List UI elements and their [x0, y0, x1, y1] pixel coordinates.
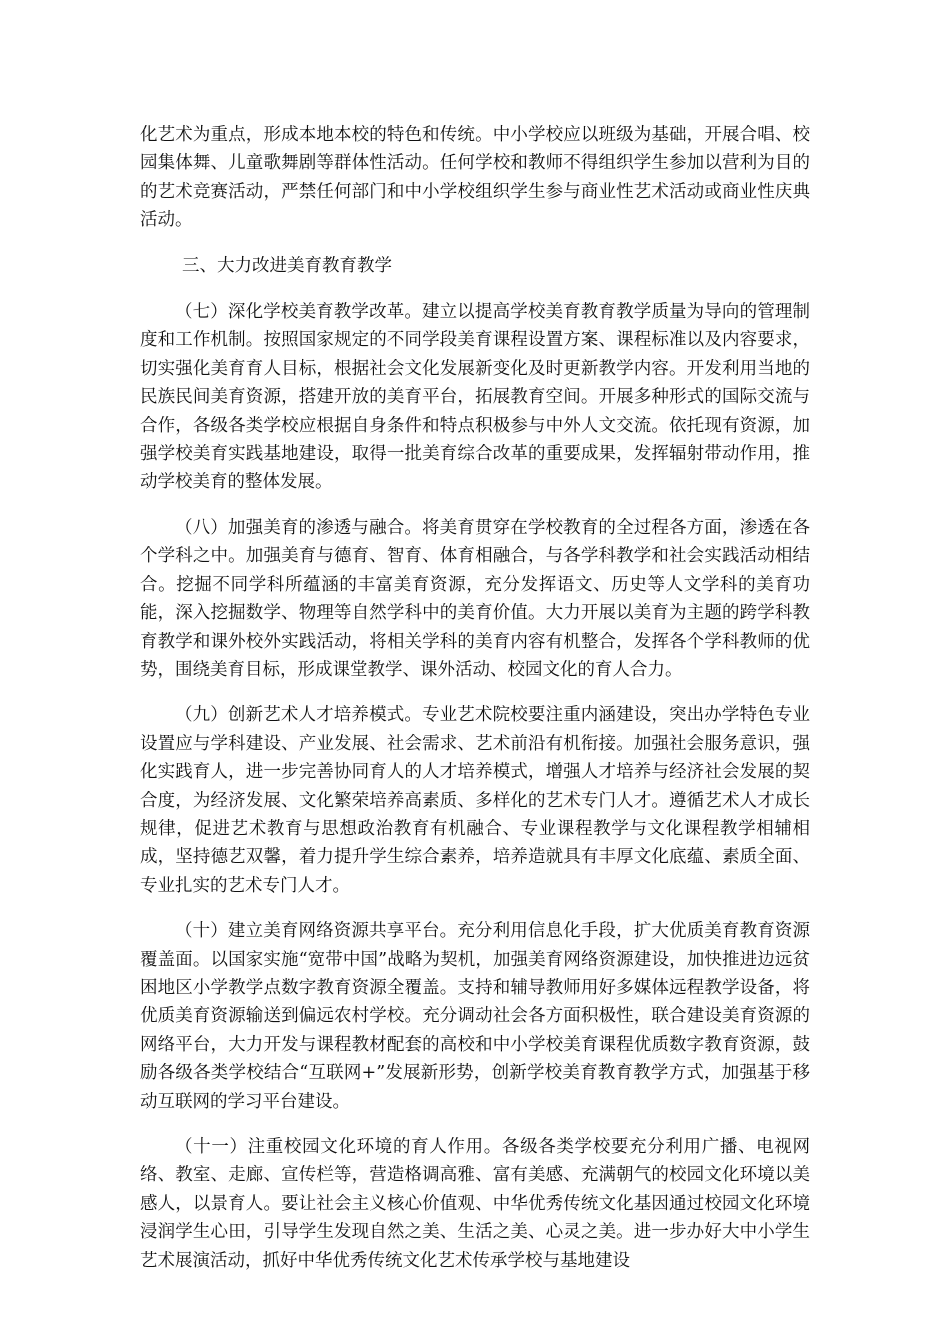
document-page — [140, 121, 810, 1292]
paragraph-9: （九）创新艺术人才培养模式。专业艺术院校要注重内涵建设，突出办学特色专业设置应与学科建设、产业发展、社会需求、艺术前沿有机衔接。加强社会服务意识，强化实践育人，进一步完善协同育人的人才培养模式，增强人才培养与经济社会发展的契合度，为经济发展、文化繁荣培养高素质、多样化的艺术专门人才。遵循艺术人才成长规律，促进艺术教育与思想政治教育有机融合、专业课程教学与文化课程教学相辅相成，坚持德艺双馨，着力提升学生综合素养，培养造就具有丰厚文化底蕴、素质全面、专业扎实的艺术专门人才。 — [140, 705, 810, 896]
paragraph-continuation: 化艺术为重点，形成本地本校的特色和传统。中小学校应以班级为基础，开展合唱、校园集体舞、儿童歌舞剧等群体性活动。任何学校和教师不得组织学生参加以营利为目的的艺术竞赛活动，严禁任何部门和中小学校组织学生参与商业性艺术活动或商业性庆典活动。 — [140, 125, 810, 231]
section-heading: 三、大力改进美育教育教学 — [182, 255, 392, 276]
paragraph-10: （十）建立美育网络资源共享平台。充分利用信息化手段，扩大优质美育教育资源覆盖面。以国家实施“宽带中国”战略为契机，加强美育网络资源建设，加快推进边远贫困地区小学教学点数字教育资源全覆盖。支持和辅导教师用好多媒体远程教学设备，将优质美育资源输送到偏远农村学校。充分调动社会各方面积极性，联合建设美育资源的网络平台，大力开发与课程教材配套的高校和中小学校美育课程优质数字教育资源，鼓励各级各类学校结合“互联网+”发展新形势，创新学校美育教育教学方式，加强基于移动互联网的学习平台建设。 — [140, 921, 810, 1112]
paragraph-8: （八）加强美育的渗透与融合。将美育贯穿在学校教育的全过程各方面，渗透在各个学科之中。加强美育与德育、智育、体育相融合，与各学科教学和社会实践活动相结合。挖掘不同学科所蕴涵的丰富美育资源，充分发挥语文、历史等人文学科的美育功能，深入挖掘数学、物理等自然学科中的美育价值。大力开展以美育为主题的跨学科教育教学和课外校外实践活动，将相关学科的美育内容有机整合，发挥各个学科教师的优势，围绕美育目标，形成课堂教学、课外活动、校园文化的育人合力。 — [140, 517, 810, 680]
paragraph-11: （十一）注重校园文化环境的育人作用。各级各类学校要充分利用广播、电视网络、教室、走廊、宣传栏等，营造格调高雅、富有美感、充满朝气的校园文化环境以美感人，以景育人。要让社会主义核心价值观、中华优秀传统文化基因通过校园文化环境浸润学生心田，引导学生发现自然之美、生活之美、心灵之美。进一步办好大中小学生艺术展演活动，抓好中华优秀传统文化艺术传承学校与基地建设 — [140, 1137, 810, 1271]
paragraph-7: （七）深化学校美育教学改革。建立以提高学校美育教育教学质量为导向的管理制度和工作机制。按照国家规定的不同学段美育课程设置方案、课程标准以及内容要求，切实强化美育育人目标，根据社会文化发展新变化及时更新教学内容。开发利用当地的民族民间美育资源，搭建开放的美育平台，拓展教育空间。开展多种形式的国际交流与合作，各级各类学校应根据自身条件和特点积极参与中外人文交流。依托现有资源，加强学校美育实践基地建设，取得一批美育综合改革的重要成果，发挥辐射带动作用，推动学校美育的整体发展。 — [140, 302, 810, 493]
